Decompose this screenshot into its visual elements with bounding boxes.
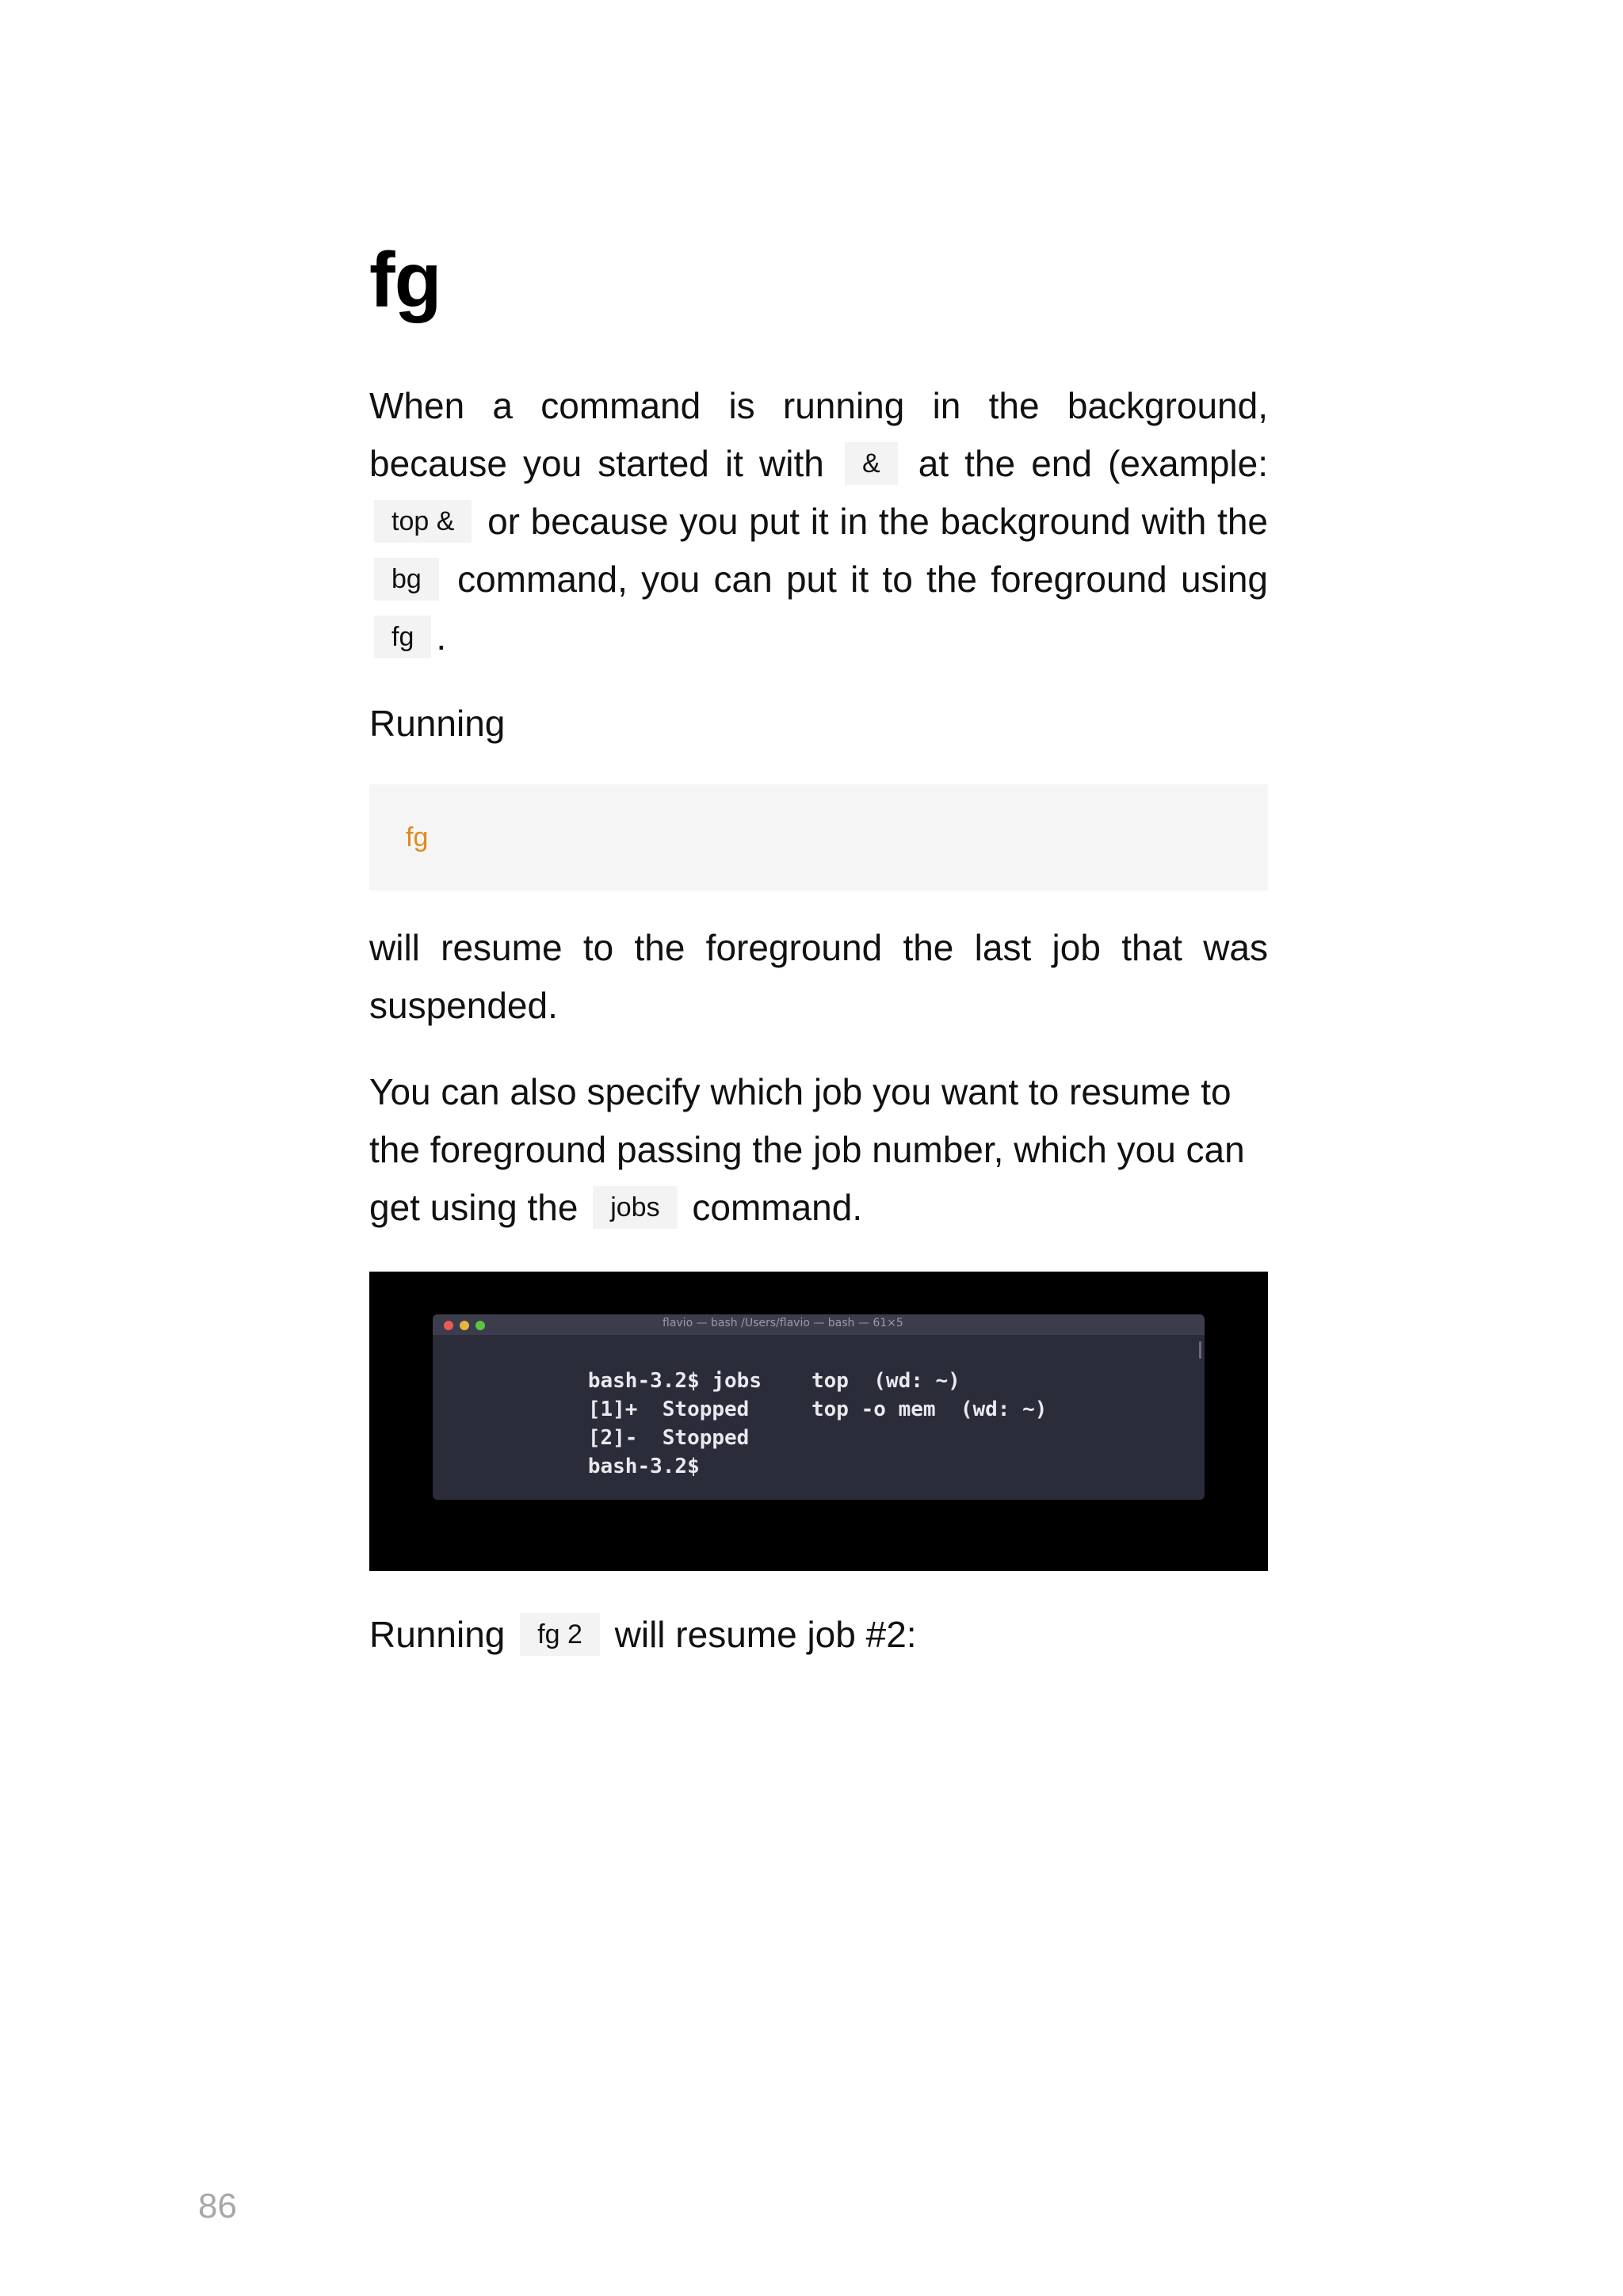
minimize-window-icon: [460, 1321, 469, 1330]
inline-code-bg: bg: [374, 558, 439, 601]
terminal-line: [439, 1338, 762, 1393]
page-heading: fg: [369, 236, 441, 323]
inline-code-ampersand: &: [845, 442, 898, 485]
page-content: [369, 238, 1268, 1664]
code-block: [369, 784, 1268, 891]
inline-code-fg-2: fg 2: [520, 1613, 600, 1656]
terminal-titlebar: [433, 1314, 1205, 1335]
intro-text-5: .: [436, 616, 447, 658]
intro-text-2: at the end (example:: [918, 442, 1269, 484]
inline-code-fg: fg: [374, 616, 431, 658]
intro-paragraph: [369, 377, 1268, 666]
fg2-paragraph: [369, 1606, 1268, 1664]
intro-text-4: command, you can put it to the foreground using: [457, 558, 1269, 600]
inline-code-jobs: jobs: [593, 1186, 677, 1229]
specify-text-1: You can also specify which job you want to resume to the foreground passing the job number, which you can get using the: [369, 1070, 1245, 1228]
terminal-line: [439, 1395, 1048, 1450]
page-number: 86: [198, 2187, 237, 2225]
terminal-line-right: top (wd: ~): [812, 1368, 960, 1393]
running-paragraph: Running: [369, 702, 506, 744]
intro-text-1: When a command is running in the background, because you started it with: [369, 384, 1268, 484]
terminal-line-right: top -o mem (wd: ~): [812, 1397, 1048, 1421]
terminal-scrollbar: [1199, 1341, 1201, 1359]
close-window-icon: [444, 1321, 453, 1330]
fg2-text-2: will resume job #2:: [614, 1613, 917, 1655]
code-block-text: fg: [406, 822, 429, 852]
zoom-window-icon: [475, 1321, 485, 1330]
terminal-line: [439, 1424, 762, 1478]
terminal-output: [439, 1338, 1048, 1478]
specify-text-2: command.: [692, 1186, 863, 1228]
fg2-text-1: Running: [369, 1613, 506, 1655]
terminal-line-left: bash-3.2$: [587, 1454, 700, 1478]
resume-paragraph: will resume to the foreground the last job that was suspended.: [369, 926, 1268, 1026]
terminal-screenshot: [369, 1272, 1268, 1571]
specify-job-paragraph: [369, 1063, 1268, 1237]
inline-code-top-ampersand: top &: [374, 500, 472, 543]
terminal-title: flavio — bash /Users/flavio — bash — 61×5: [663, 1316, 903, 1329]
terminal-line-left: [2]- Stopped: [587, 1425, 750, 1450]
terminal-line-left: bash-3.2$ jobs: [587, 1368, 762, 1393]
intro-text-3: or because you put it in the background with the: [487, 500, 1268, 542]
terminal-line-left: [1]+ Stopped: [587, 1397, 750, 1421]
terminal-window: [433, 1314, 1205, 1500]
